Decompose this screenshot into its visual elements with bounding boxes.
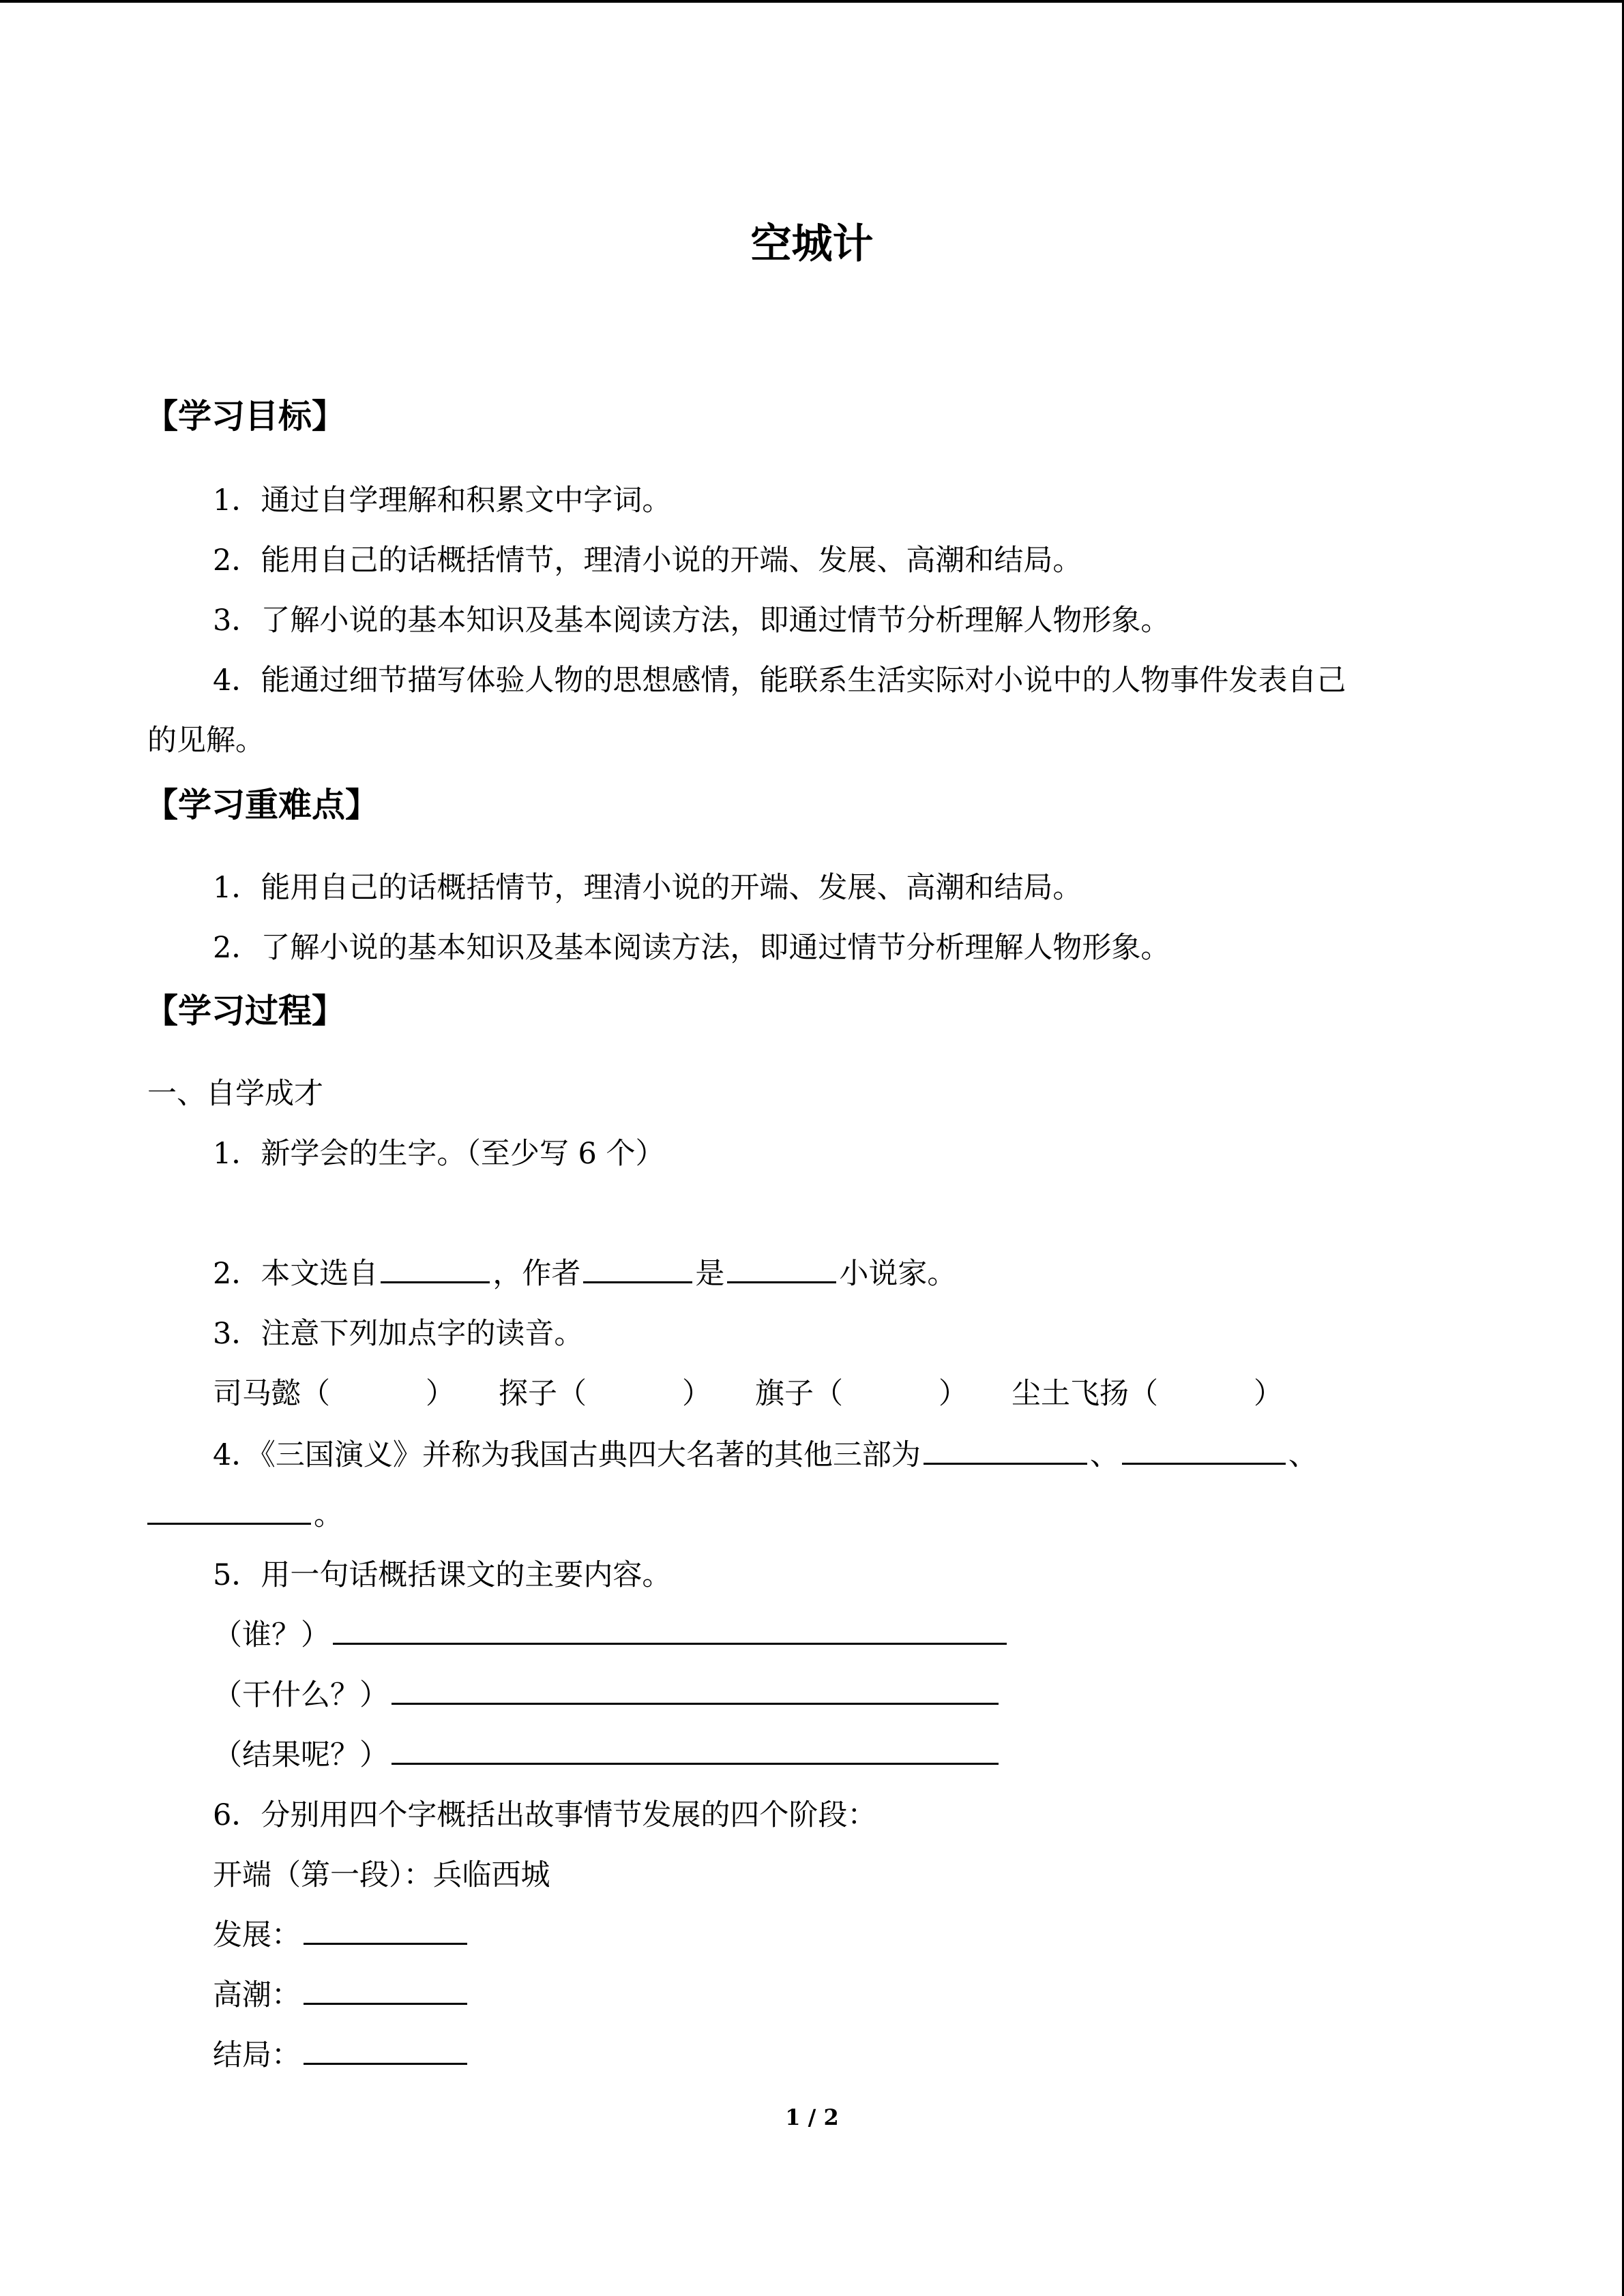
answer-line[interactable] (392, 1734, 999, 1765)
answer-blank[interactable] (304, 1914, 467, 1945)
stage-end-label: 结局： (213, 2038, 301, 2072)
question-3: 3．注意下列加点字的读音。 (213, 1317, 584, 1351)
q4-text: 4．《三国演义》并称为我国古典四大名著的其他三部为 (213, 1438, 921, 1472)
paren-close: ） (1254, 1377, 1283, 1411)
answer-blank[interactable] (583, 1253, 692, 1283)
paren-close: ） (682, 1377, 711, 1411)
goal-item: 1．通过自学理解和积累文中字词。 (213, 483, 672, 518)
word-tanzi: 探子（ (499, 1377, 587, 1411)
answer-blank[interactable] (304, 2034, 467, 2065)
answer-line[interactable] (392, 1674, 999, 1705)
q2-text-c: 是 (695, 1257, 725, 1291)
answer-blank[interactable] (147, 1494, 311, 1525)
question-6: 6．分别用四个字概括出故事情节发展的四个阶段： (213, 1798, 877, 1832)
answer-blank[interactable] (381, 1253, 490, 1283)
paren-close: ） (426, 1377, 455, 1411)
page-title: 空城计 (750, 220, 874, 268)
q5-result-label: （结果呢？） (213, 1738, 389, 1772)
part-title: 一、自学成才 (147, 1077, 323, 1111)
word-qizi: 旗子（ (755, 1377, 843, 1411)
paren-close: ） (939, 1377, 968, 1411)
stage-start: 开端（第一段）：兵临西城 (213, 1858, 550, 1892)
stage-climax-label: 高潮： (213, 1978, 301, 2012)
question-4-continued (147, 1492, 343, 1534)
q5-what-label: （干什么？） (213, 1678, 389, 1712)
answer-line[interactable] (333, 1614, 1007, 1645)
q2-text-a: 2．本文选自 (213, 1257, 379, 1291)
q5-what (213, 1672, 1001, 1714)
goal-item: 4．能通过细节描写体验人物的思想感情，能联系生活实际对小说中的人物事件发表自己 (213, 664, 1346, 698)
q4-end: 。 (314, 1498, 343, 1532)
pronunciation-words (213, 1371, 1283, 1412)
stage-climax (213, 1972, 470, 2014)
stage-development (213, 1912, 470, 1954)
q4-sep: 、 (1089, 1438, 1119, 1472)
q2-text-d: 小说家。 (839, 1257, 957, 1291)
keypoint-item: 2．了解小说的基本知识及基本阅读方法，即通过情节分析理解人物形象。 (213, 931, 1170, 965)
answer-blank[interactable] (304, 1974, 467, 2005)
stage-ending (213, 2032, 470, 2074)
q4-sep: 、 (1288, 1438, 1318, 1472)
word-simayi: 司马懿（ (213, 1377, 330, 1411)
q2-text-b: ，作者 (492, 1257, 581, 1291)
stage-dev-label: 发展： (213, 1918, 301, 1952)
page-number: 1 / 2 (785, 2104, 839, 2130)
answer-blank[interactable] (1122, 1434, 1286, 1465)
question-5: 5．用一句话概括课文的主要内容。 (213, 1558, 672, 1592)
answer-blank[interactable] (727, 1253, 836, 1283)
keypoint-item: 1．能用自己的话概括情节，理清小说的开端、发展、高潮和结局。 (213, 871, 1082, 905)
goal-item: 2．能用自己的话概括情节，理清小说的开端、发展、高潮和结局。 (213, 543, 1082, 578)
q5-who-label: （谁？） (213, 1618, 330, 1652)
heading-goals: 【学习目标】 (145, 397, 346, 436)
q5-who (213, 1612, 1009, 1654)
heading-process: 【学习过程】 (145, 992, 346, 1030)
question-2 (213, 1251, 956, 1292)
question-4 (213, 1432, 1318, 1474)
answer-blank[interactable] (924, 1434, 1087, 1465)
top-border (0, 0, 1624, 3)
goal-item: 3．了解小说的基本知识及基本阅读方法，即通过情节分析理解人物形象。 (213, 603, 1170, 638)
question-1: 1．新学会的生字。（至少写 6 个） (213, 1137, 665, 1171)
q5-result (213, 1732, 1001, 1774)
goal-item-continued: 的见解。 (147, 724, 265, 758)
heading-keypoints: 【学习重难点】 (145, 786, 379, 824)
word-chentu: 尘土飞扬（ (1012, 1377, 1158, 1411)
